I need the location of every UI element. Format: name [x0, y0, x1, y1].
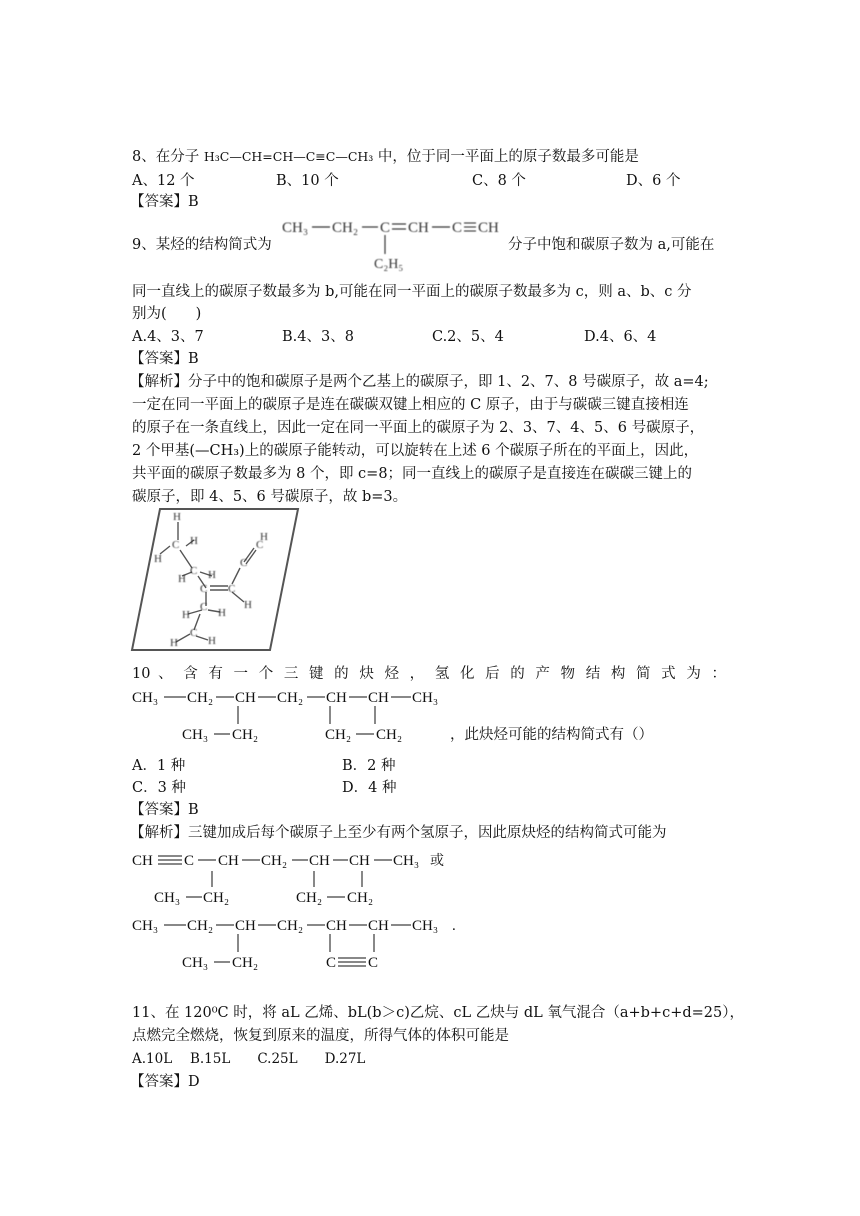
q9-analysis-line: 的原子在一条直线上，因此一定在同一平面上的碳原子为 2、3、7、4、5、6 号碳原子，	[132, 420, 705, 436]
q10-stem-tail: ，此炔烃可能的结构简式有（）	[450, 727, 653, 743]
svg-text:C: C	[200, 601, 208, 613]
q10-alt2-atom: CH	[368, 918, 389, 934]
q11-options: A.10L B.15L C.25L D.27L	[132, 1051, 366, 1067]
q10-alt1-atom: CH₂	[261, 853, 288, 869]
q8-suffix: 中，位于同一平面上的原子数最多可能是	[373, 149, 639, 165]
q10-alt2-atom: CH₃	[412, 918, 439, 934]
svg-text:H: H	[218, 607, 226, 619]
q10-alt1-sub: CH₃	[154, 890, 181, 906]
svg-text:C: C	[172, 539, 180, 551]
q8-option-c: C、8 个	[472, 173, 526, 189]
q10-alt1-atom: CH	[132, 853, 153, 869]
q10-option-d: D．4 种	[342, 780, 397, 796]
q10-alt2-atom: CH₃	[132, 918, 159, 934]
q10-alt1-atom: CH₃	[393, 853, 420, 869]
q11-stem-line2: 点燃完全燃烧，恢复到原来的温度，所得气体的体积可能是	[132, 1028, 509, 1044]
q10-answer: 【答案】B	[130, 802, 199, 818]
svg-text:C: C	[200, 583, 208, 595]
q9-option-d: D.4、6、4	[584, 329, 657, 345]
q10-stem: 10 、 含 有 一 个 三 键 的 炔 烃 ， 氢 化 后 的 产 物 结 构 简 式 为 ：	[132, 666, 726, 682]
q11-stem-line1: 11、在 120⁰C 时，将 aL 乙烯、bL(b＞c)乙烷、cL 乙炔与 dL 氧气混合（a+b+c+d=25），	[132, 1005, 744, 1021]
q10-alt1-atom: CH	[309, 853, 330, 869]
q9-answer: 【答案】B	[130, 351, 199, 367]
q9-struct-atom: CH	[478, 220, 499, 236]
svg-text:C: C	[256, 539, 264, 551]
q10-alt1-sub: CH₂	[203, 890, 230, 906]
q10-analysis: 【解析】三键加成后每个碳原子上至少有两个氢原子，因此原炔烃的结构简式可能为	[130, 825, 667, 841]
q10-alt1-sub: CH₂	[296, 890, 323, 906]
q9-stem-line3: 别为( )	[132, 306, 202, 322]
q9-option-a: A.4、3、7	[132, 329, 204, 345]
q10-alt2-atom: CH₂	[187, 918, 214, 934]
svg-text:C: C	[190, 565, 198, 577]
svg-text:H: H	[170, 637, 178, 649]
q10-alt2-end: .	[452, 918, 456, 934]
q9-option-b: B.4、3、8	[282, 329, 354, 345]
q10-prod-sub: CH₂	[325, 727, 352, 743]
q10-prod-atom: CH₂	[187, 690, 214, 706]
q10-alt2-sub: CH₃	[182, 955, 209, 971]
svg-text:C: C	[240, 557, 248, 569]
q9-stem-line2: 同一直线上的碳原子数最多为 b,可能在同一平面上的碳原子数最多为 c，则 a、b、c 分	[132, 284, 692, 300]
q8-option-a: A、12 个	[132, 173, 195, 189]
q9-analysis-line: 一定在同一平面上的碳原子是连在碳碳双键上相应的 C 原子，由于与碳碳三键直接相连	[132, 397, 689, 413]
svg-text:H: H	[178, 573, 186, 585]
q10-prod-sub: CH₃	[182, 727, 209, 743]
svg-text:H: H	[190, 535, 198, 547]
q10-alt2-atom: CH₂	[277, 918, 304, 934]
q9-structure-image	[282, 212, 504, 274]
q9-struct-atom: CH	[408, 220, 429, 236]
q8-answer: 【答案】B	[130, 194, 199, 210]
q10-option-b: B．2 种	[342, 758, 396, 774]
q10-option-c: C．3 种	[132, 780, 186, 796]
q9-stem-after: 分子中饱和碳原子数为 a,可能在	[508, 237, 715, 253]
q10-prod-atom: CH₃	[132, 690, 159, 706]
q9-analysis-line: 碳原子，即 4、5、6 号碳原子，故 b=3。	[132, 489, 408, 505]
q10-alt2-sub: CH₂	[232, 955, 259, 971]
q8-option-b: B、10 个	[276, 173, 339, 189]
q8-stem	[132, 147, 639, 167]
q10-prod-atom: CH	[326, 690, 347, 706]
svg-text:H: H	[260, 531, 268, 543]
q8-formula: H₃C—CH=CH—C≡C—CH₃	[203, 149, 374, 164]
q9-stem-start: 9、某烃的结构简式为	[132, 237, 272, 253]
q9-analysis-line: 2 个甲基(—CH₃)上的碳原子能转动，可以旋转在上述 6 个碳原子所在的平面上，因此，	[132, 443, 699, 459]
q10-option-a: A．1 种	[132, 758, 186, 774]
svg-text:H: H	[208, 635, 216, 647]
q10-prod-sub: CH₂	[232, 727, 259, 743]
q9-analysis-line: 共平面的碳原子数最多为 8 个，即 c=8；同一直线上的碳原子是直接连在碳碳三键上的	[132, 466, 693, 482]
svg-text:H: H	[182, 609, 190, 621]
q10-prod-atom: CH₃	[412, 690, 439, 706]
q10-alt1-sub: CH₂	[347, 890, 374, 906]
q8-option-d: D、6 个	[626, 173, 681, 189]
q9-struct-atom: CH₃	[282, 220, 309, 236]
q10-prod-atom: CH₂	[277, 690, 304, 706]
svg-text:H: H	[154, 553, 162, 565]
q9-analysis-line: 【解析】分子中的饱和碳原子是两个乙基上的碳原子，即 1、2、7、8 号碳原子，故 a=4;	[130, 374, 709, 390]
q9-struct-atom: C	[380, 220, 391, 236]
q8-prefix: 8、在分子	[132, 149, 204, 165]
q10-alt-structure-2	[130, 910, 470, 976]
q10-alt1-or: 或	[430, 854, 444, 869]
q9-option-c: C.2、5、4	[432, 329, 504, 345]
q9-struct-atom: C	[452, 220, 463, 236]
q10-alt2-sub: C	[326, 955, 337, 971]
q10-product-structure	[130, 682, 460, 748]
svg-text:C: C	[190, 627, 198, 639]
q11-answer: 【答案】D	[130, 1074, 200, 1090]
q10-alt2-atom: CH	[326, 918, 347, 934]
q9-struct-atom: CH₂	[332, 220, 359, 236]
q9-struct-branch: C₂H₅	[374, 257, 404, 272]
svg-text:H: H	[208, 569, 216, 581]
q10-prod-atom: CH	[368, 690, 389, 706]
svg-text:H: H	[173, 511, 181, 523]
q10-alt1-atom: CH	[349, 853, 370, 869]
q10-prod-sub: CH₂	[376, 727, 403, 743]
q10-alt2-atom: CH	[235, 918, 256, 934]
q10-alt2-sub: C	[368, 955, 379, 971]
q10-alt1-atom: C	[184, 853, 195, 869]
molecule-plane-diagram	[128, 506, 300, 654]
svg-text:C: C	[228, 583, 236, 595]
q10-prod-atom: CH	[235, 690, 256, 706]
svg-text:H: H	[244, 599, 252, 611]
q10-alt1-atom: CH	[218, 853, 239, 869]
q10-alt-structure-1	[130, 845, 460, 909]
